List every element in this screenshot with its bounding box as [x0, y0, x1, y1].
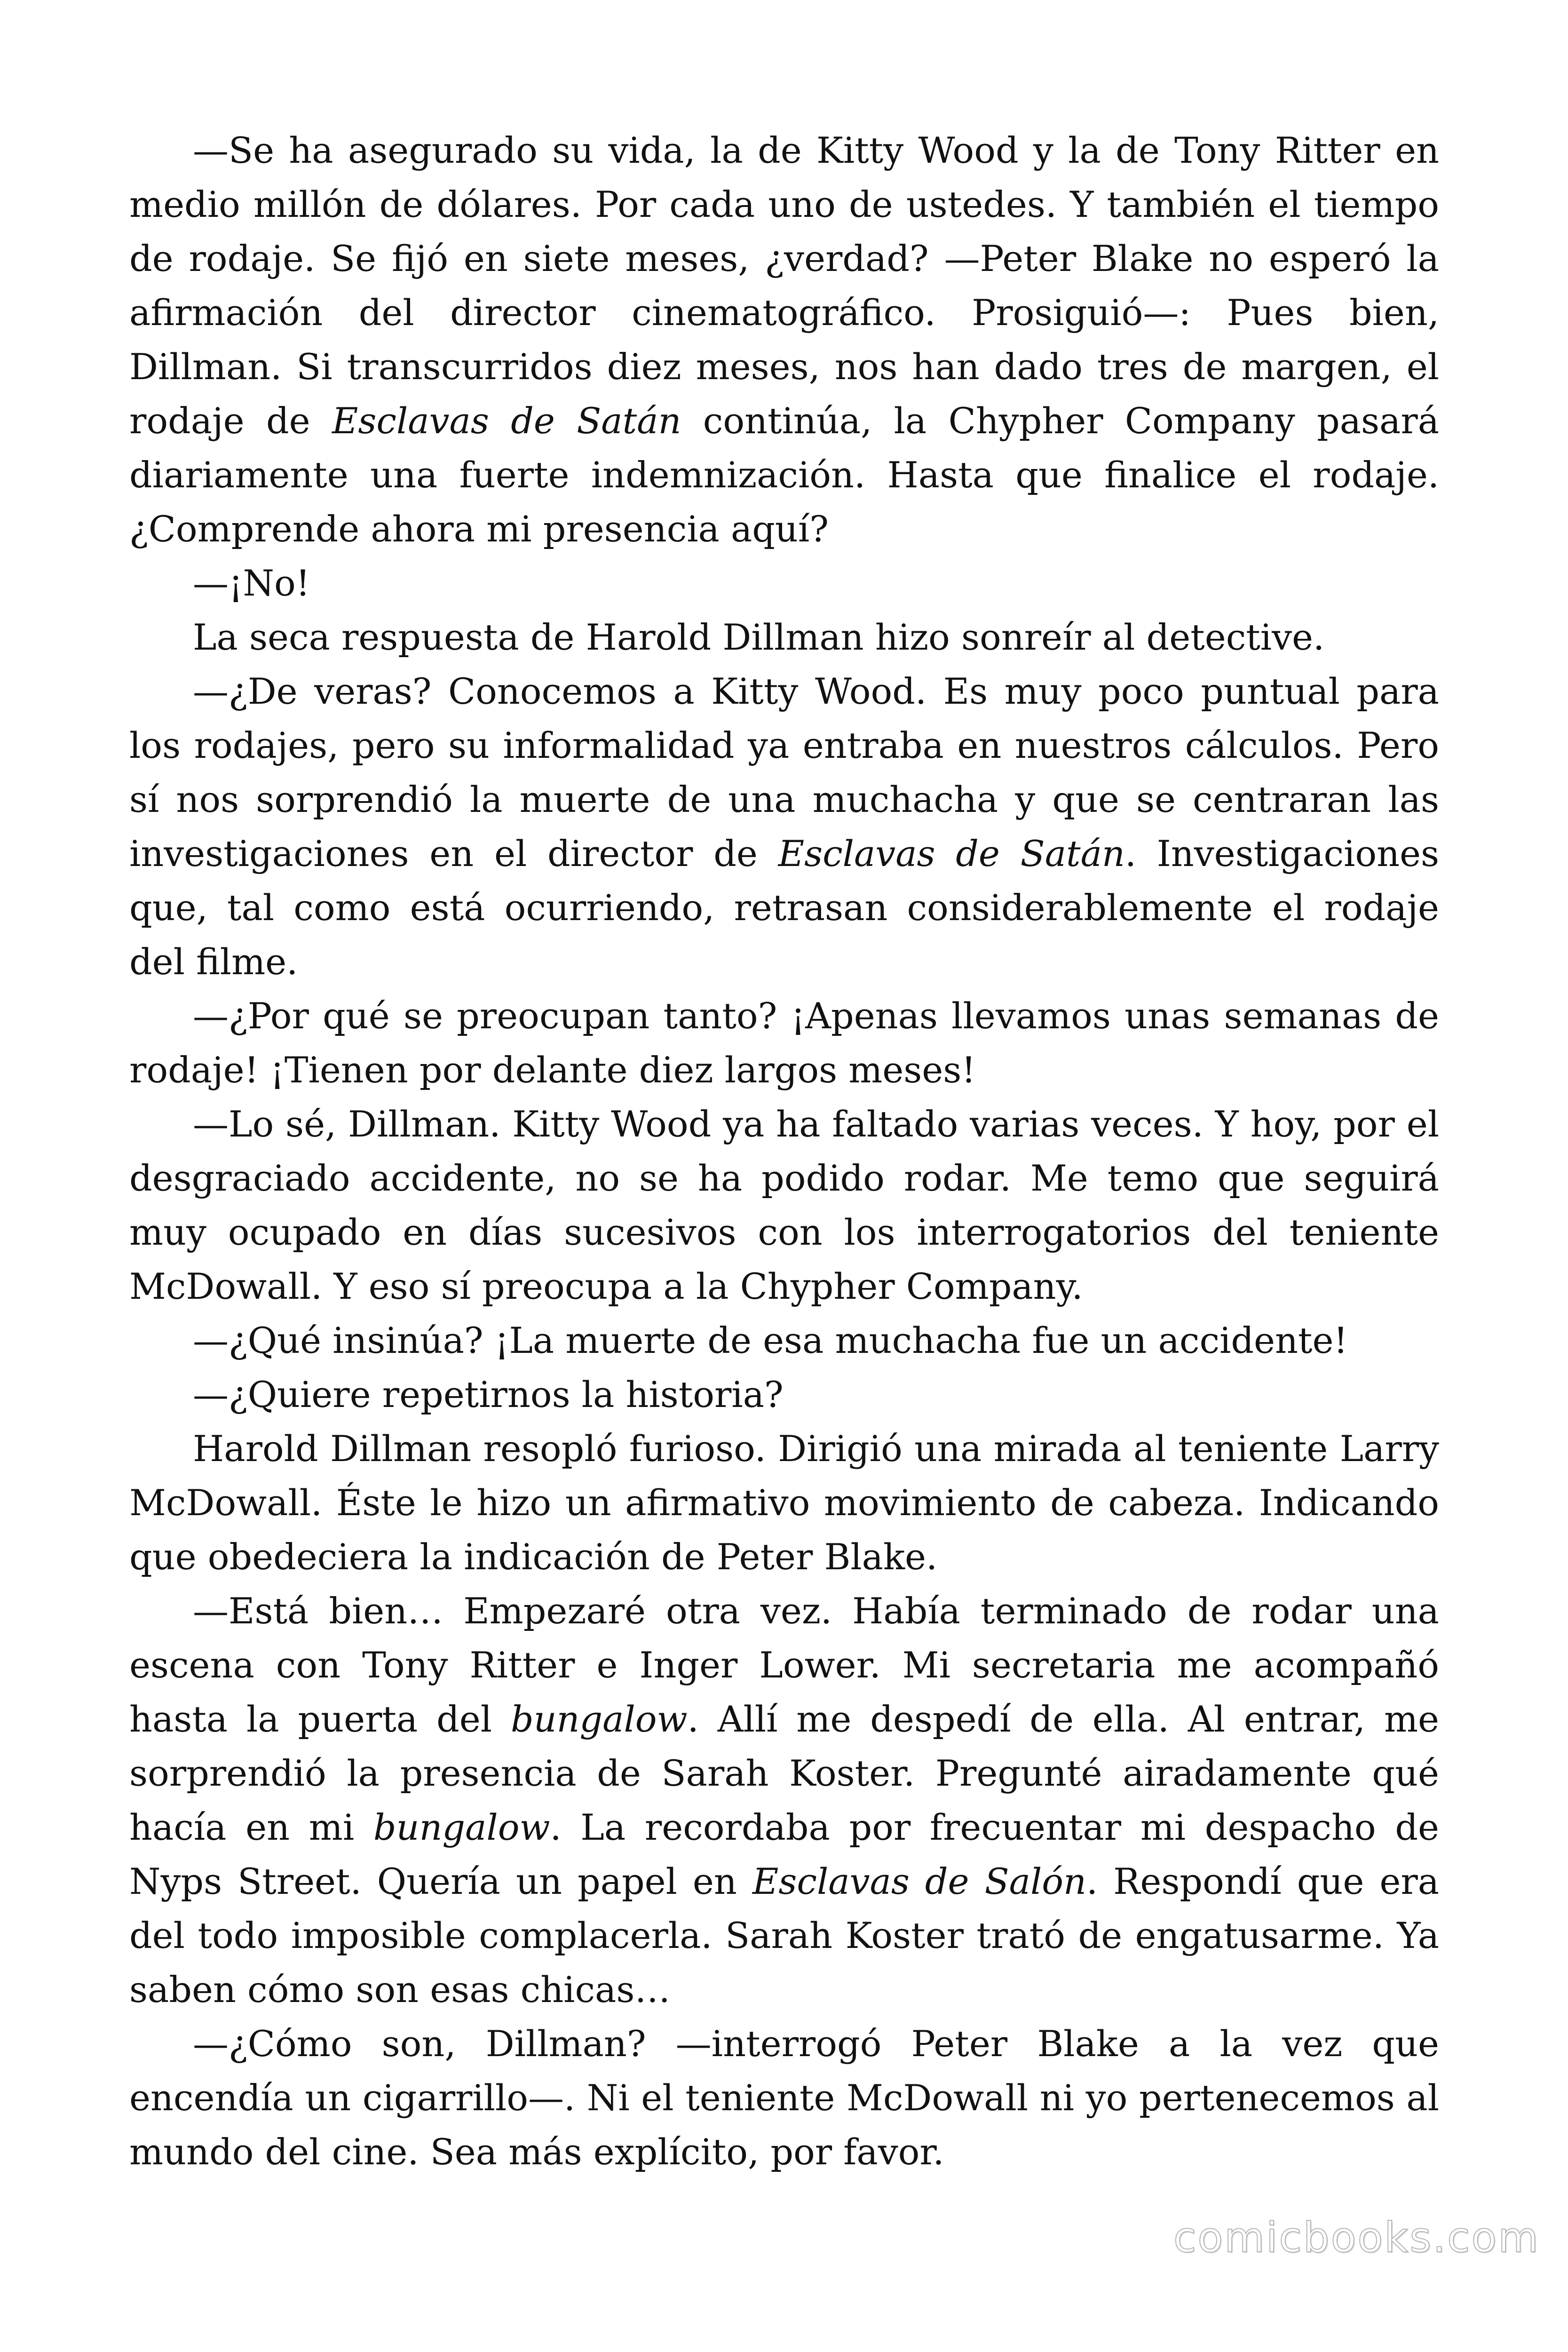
italic-text: Esclavas de Satán	[778, 833, 1125, 874]
paragraph	[129, 1584, 1439, 2017]
text-run: continúa, la Chypher Company pasará diariamente una fuerte indemnización. Hasta que finalice el rodaje. ¿Comprende ahora mi presencia aquí?	[129, 400, 1440, 550]
text-run: . La recordaba por frecuentar mi despacho de Nyps Street. Quería un papel en	[129, 1806, 1439, 1902]
paragraph	[129, 1097, 1439, 1313]
text-run: La seca respuesta de Harold Dillman hizo sonreír al detective.	[193, 616, 1325, 658]
text-run: —¿Por qué se preocupan tanto? ¡Apenas llevamos unas semanas de rodaje! ¡Tienen por delante diez largos meses!	[129, 995, 1439, 1091]
text-run: . Allí me despedí de ella. Al entrar, me sorprendió la presencia de Sarah Koster. Pregunté airadamente qué hacía en mi	[129, 1698, 1439, 1848]
watermark: comicbooks.com	[1173, 2213, 1540, 2262]
paragraph	[129, 2017, 1439, 2179]
paragraph	[129, 989, 1439, 1097]
text-run: —¿Quiere repetirnos la historia?	[193, 1374, 784, 1415]
text-run: —Lo sé, Dillman. Kitty Wood ya ha faltado varias veces. Y hoy, por el desgraciado accidente, no se ha podido rodar. Me temo que seguirá muy ocupado en días sucesivos con los interrogatorios del teniente McDowall. Y eso sí preocupa a la Chypher Company.	[129, 1103, 1439, 1307]
text-run: . Investigaciones que, tal como está ocurriendo, retrasan considerablemente el rodaje del filme.	[129, 833, 1440, 983]
italic-text: Esclavas de Salón	[752, 1860, 1086, 1902]
italic-text: bungalow	[510, 1698, 688, 1740]
text-run: —¿De veras? Conocemos a Kitty Wood. Es muy poco puntual para los rodajes, pero su informalidad ya entraba en nuestros cálculos. Pero sí nos sorprendió la muerte de una muchacha y que se centraran las investigaciones en el director de	[129, 670, 1439, 874]
italic-text: Esclavas de Satán	[332, 400, 681, 442]
text-run: —¡No!	[193, 562, 310, 604]
text-run: Harold Dillman resopló furioso. Dirigió una mirada al teniente Larry McDowall. Éste le hizo un afirmativo movimiento de cabeza. Indicando que obedeciera la indicación de Peter Blake.	[129, 1428, 1439, 1578]
text-run: —¿Cómo son, Dillman? —interrogó Peter Blake a la vez que encendía un cigarrillo—. Ni el teniente McDowall ni yo pertenecemos al mundo del cine. Sea más explícito, por favor.	[129, 2023, 1439, 2173]
paragraph	[129, 1313, 1439, 1367]
paragraph	[129, 556, 1439, 610]
text-run: . Respondí que era del todo imposible complacerla. Sarah Koster trató de engatusarme. Ya saben cómo son esas chicas…	[129, 1860, 1440, 2010]
page-text	[129, 123, 1439, 2179]
paragraph	[129, 1422, 1439, 1584]
paragraph	[129, 123, 1439, 556]
paragraph	[129, 1367, 1439, 1422]
paragraph	[129, 664, 1439, 989]
italic-text: bungalow	[373, 1806, 550, 1848]
paragraph	[129, 610, 1439, 664]
text-run: —¿Qué insinúa? ¡La muerte de esa muchacha fue un accidente!	[193, 1319, 1348, 1361]
text-run: —Está bien… Empezaré otra vez. Había terminado de rodar una escena con Tony Ritter e Inger Lower. Mi secretaria me acompañó hasta la puerta del	[129, 1590, 1439, 1740]
text-run: —Se ha asegurado su vida, la de Kitty Wood y la de Tony Ritter en medio millón de dólares. Por cada uno de ustedes. Y también el tiempo de rodaje. Se fijó en siete meses, ¿verdad? —Peter Blake no esperó la afirmación del director cinematográfico. Prosiguió—: Pues bien, Dillman. Si transcurridos diez meses, nos han dado tres de margen, el rodaje de	[129, 129, 1439, 442]
